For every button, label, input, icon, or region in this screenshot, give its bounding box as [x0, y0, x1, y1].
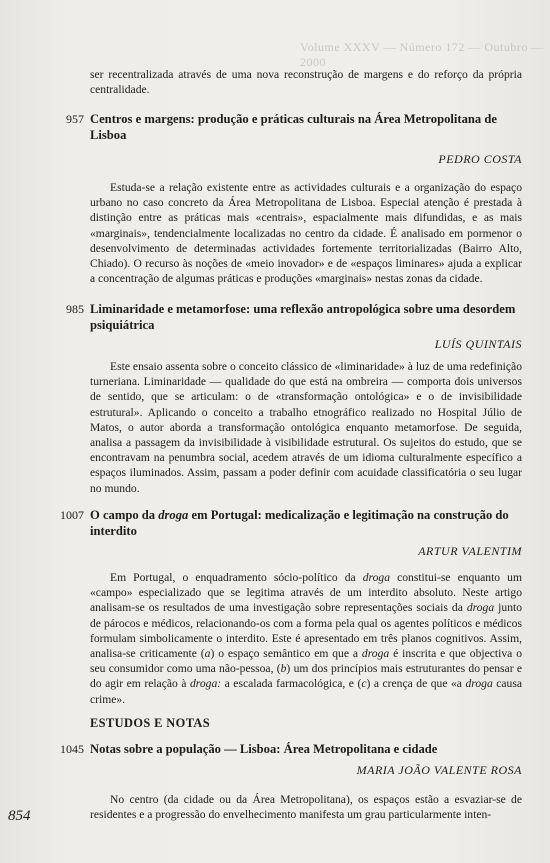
intro-paragraph: ser recentralizada através de uma nova reconstrução de margens e do reforço da própria centralidade.	[90, 68, 522, 97]
entry-title: Centros e margens: produção e práticas culturais na Área Metropolitana de Lisboa	[90, 112, 497, 142]
entry-abstract-block	[90, 359, 522, 496]
entry-abstract: Este ensaio assenta sobre o conceito clássico de «liminaridade» à luz de uma redefinição turneriana. Liminaridade — qualidade do que está na ombreira — comporta dois universos de sentido, que se articulam: o de «transformação ontológica» e o de invisibilidade estrutural». Aplicando o conceito a trabalho etnográfico realizado no Hospital Júlio de Matos, o autor aborda a transformação ontológica enquanto metamorfose. De seguida, analisa a passagem da invisibilidade à visibilidade estrutural. Os sujeitos do estudo, que se encontravam na penumbra social, acedem através de um idioma culturalmente específico a espaços iluminados. Assim, passam a poder definir com acuidade classificatória o seu lugar no mundo.	[90, 360, 522, 495]
entry-abstract-block	[90, 180, 522, 286]
entry-page-number: 985	[66, 302, 84, 316]
entry-abstract: Em Portugal, o enquadramento sócio-político da droga constitui-se enquanto um «campo» especializado que se legitima através de um interdito absoluto. Neste artigo analisam-se os resultados de uma investigação sobre representações sociais da droga junto de párocos e médicos, relacionando-os com a forma pela qual os agentes políticos e médicos formulam simbolicamente o interdito. Este é apresentado em três planos cognitivos. Assim, analisa-se criticamente (a) o espaço semântico em que a droga é inscrita e que objectiva o seu consumidor como uma não-pessoa, (b) um dos princípios mais estruturantes do pensar e do agir em relação à droga: a escalada farmacológica, e (c) a crença de que «a droga causa crime».	[90, 571, 523, 706]
entry-abstract-block	[90, 570, 522, 707]
page-folio: 854	[8, 808, 31, 824]
entry-abstract: No centro (da cidade ou da Área Metropolitana), os espaços estão a esvaziar-se de residentes e a progressão do envelhecimento manifesta um grau particularmente inten-	[90, 793, 522, 822]
entry-author: ARTUR VALENTIM	[418, 544, 522, 558]
entry-page-number: 1007	[60, 508, 84, 522]
entry-author: LUÍS QUINTAIS	[434, 337, 522, 351]
entry-title: Liminaridade e metamorfose: uma reflexão antropológica sobre uma desordem psiquiátrica	[90, 302, 516, 332]
entry-title: Notas sobre a população — Lisboa: Área Metropolitana e cidade	[90, 742, 438, 756]
entry-page-number: 1045	[60, 742, 84, 756]
entry-abstract-block	[90, 792, 522, 822]
entry-abstract: Estuda-se a relação existente entre as actividades culturais e a organização do espaço urbano no caso concreto da Área Metropolitana de Lisboa. Especial atenção é prestada à distinção entre as práticas mais «centrais», espacialmente mais difundidas, e as mais «marginais», tendencialmente localizadas no centro da cidade. É analisado em pormenor o desenvolvimento de determinadas actividades fortemente territorializadas (Bairro Alto, Chiado). O recurso às noções de «meio inovador» e de «espaços liminares» ajuda a explicar a concentração de algumas práticas e produções «marginais» nestas zonas da cidade.	[90, 181, 522, 286]
bleed-through-header: Volume XXXV — Número 172 — Outubro — 2000	[300, 40, 544, 69]
intro-paragraph-block	[90, 67, 522, 97]
section-heading: ESTUDOS E NOTAS	[90, 716, 211, 730]
entry-author: MARIA JOÃO VALENTE ROSA	[356, 763, 522, 777]
entry-page-number: 957	[66, 112, 84, 126]
entry-author: PEDRO COSTA	[438, 152, 522, 166]
entry-title: O campo da droga em Portugal: medicalização e legitimação na construção do interdito	[90, 508, 509, 538]
